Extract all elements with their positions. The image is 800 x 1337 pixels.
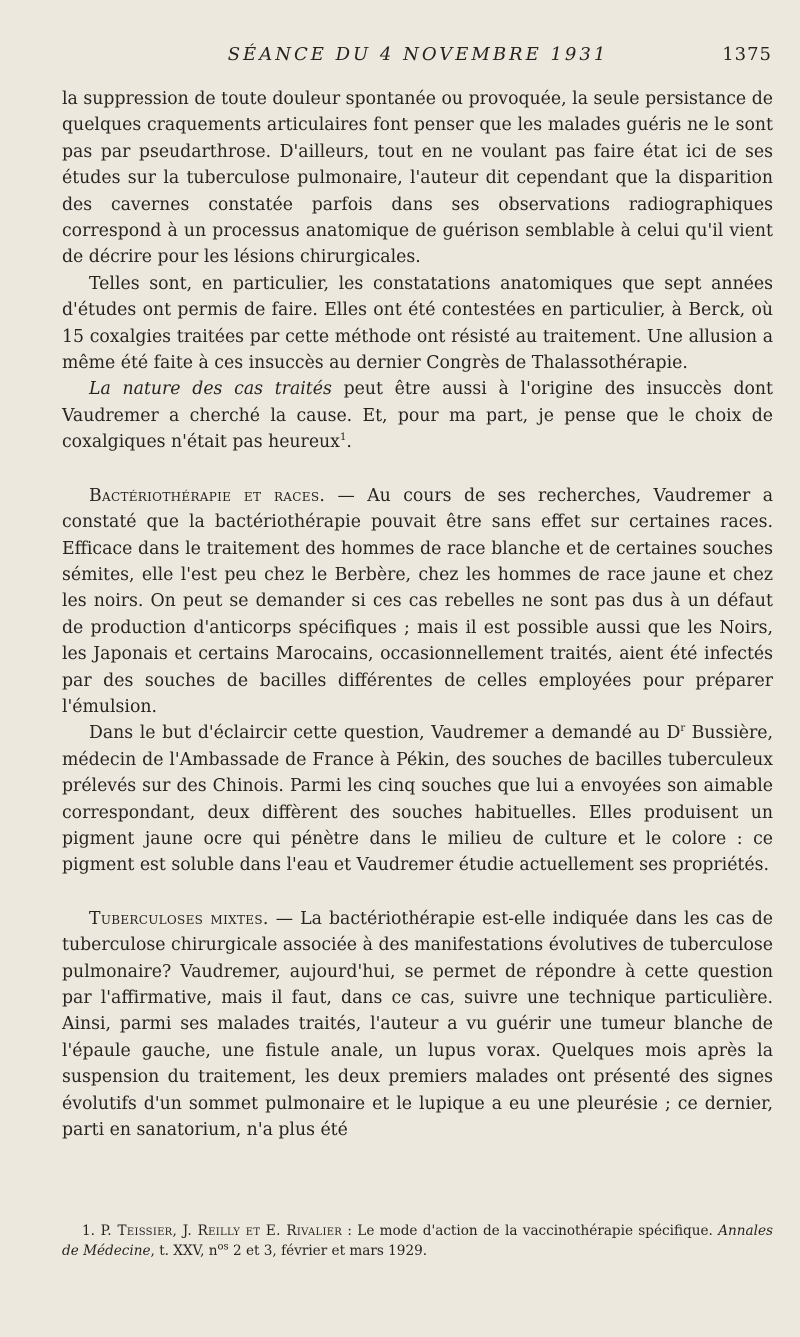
footnote-text: : Le mode d'action de la vaccinothérapie spécifique.	[342, 1223, 719, 1239]
page-number: 1375	[722, 44, 772, 65]
paragraph-5	[62, 720, 773, 878]
section-text-mixed: — La bactériothérapie est-elle indiquée dans les cas de tuberculose chirurgicale associée à des manifestations évolutives de tuberculose pulmonaire? Vaudremer, aujourd'hui, se permet de répondre à cette question par l'affirmative, mais il faut, dans ce cas, suivre une technique particulière. Ainsi, parmi ses malades traités, l'auteur a vu guérir une tumeur blanche de l'épaule gauche, une fistule anale, un lupus vorax. Quelques mois après la suspension du traitement, les deux premiers malades ont présenté des signes évolutifs d'un sommet pulmonaire et le lupique a eu une pleurésie ; ce dernier, parti en sanatorium, n'a plus été	[62, 908, 773, 1141]
paragraph-5-b: Bussière, médecin de l'Ambassade de France à Pékin, des souches de bacilles tuberculeux prélevés sur des Chinois. Parmi les cinq souches que lui a envoyées son aimable correspondant, deux diffèrent des souches habituelles. Elles produisent un pigment jaune ocre qui pénètre dans le milieu de culture et le colore : ce pigment est soluble dans l'eau et Vaudremer étudie actuellement ses propriétés.	[62, 723, 773, 876]
paragraph-3-text: peut être aussi à l'origine des insuccès dont Vaudremer a cherché la cause. Et, pour ma part, je pense que le choix de coxalgiques n'était pas heureux	[62, 379, 773, 453]
page-header	[64, 44, 772, 68]
footnote-details-end: 2 et 3, février et mars 1929.	[228, 1243, 428, 1259]
doctor-abbrev-sup: r	[680, 723, 686, 735]
italic-phrase: La nature des cas traités	[89, 379, 332, 400]
footnote	[62, 1221, 773, 1261]
footnote-number: 1.	[82, 1223, 95, 1239]
footnote-1	[62, 1221, 773, 1261]
footnote-details-sup: os	[217, 1241, 229, 1253]
footnote-authors: P. Teissier, J. Reilly et E. Rivalier	[94, 1223, 343, 1239]
footnote-ref: 1	[339, 432, 347, 444]
footnote-details: , t. XXV, n	[150, 1243, 218, 1259]
section-mixed	[62, 906, 773, 1144]
section-text-races: — Au cours de ses recherches, Vaudremer a constaté que la bactériothérapie pouvait être sans effet sur certaines races. Efficace dans le traitement des hommes de race blanche et de certaines souches sémites, elle l'est peu chez le Berbère, chez les hommes de race jaune et chez les noirs. On peut se demander si ces cas rebelles ne sont pas dus à un défaut de production d'anticorps spécifiques ; mais il est possible aussi que les Noirs, les Japonais et certains Marocains, occasionnellement traités, aient été infectés par des souches de bacilles différentes de celles employées pour préparer l'émulsion.	[62, 485, 773, 717]
section-title-races: Bactériothérapie et races.	[89, 485, 326, 506]
paragraph-2: Telles sont, en particulier, les constatations anatomiques que sept années d'études ont permis de faire. Elles ont été contestées en particulier, à Berck, où 15 coxalgies traitées par cette méthode ont résisté au traitement. Une allusion a même été faite à ces insuccès au dernier Congrès de Thalassothérapie.	[62, 273, 773, 374]
paragraph-1: la suppression de toute douleur spontanée ou provoquée, la seule persistance de quelques craquements articulaires font penser que les malades guéris ne le sont pas par pseudarthrose. D'ailleurs, tout en ne voulant pas faire état ici de ses études sur la tuberculose pulmonaire, l'auteur dit cependant que la disparition des cavernes constatée parfois dans ses observations radiographiques correspond à un processus anatomique de guérison semblable à celui qu'il vient de décrire pour les lésions chirurgicales.	[62, 89, 773, 268]
paragraph-3	[62, 376, 773, 455]
footnote-journal: Annales de Médecine	[62, 1223, 773, 1259]
section-title-mixed: Tuberculoses mixtes.	[89, 908, 269, 929]
running-title: SÉANCE DU 4 NOVEMBRE 1931	[227, 44, 609, 65]
body-text	[62, 86, 773, 1143]
section-races	[62, 483, 773, 721]
paragraph-5-a: Dans le but d'éclaircir cette question, Vaudremer a demandé au D	[89, 723, 681, 744]
paragraph-3-end: .	[346, 432, 352, 453]
